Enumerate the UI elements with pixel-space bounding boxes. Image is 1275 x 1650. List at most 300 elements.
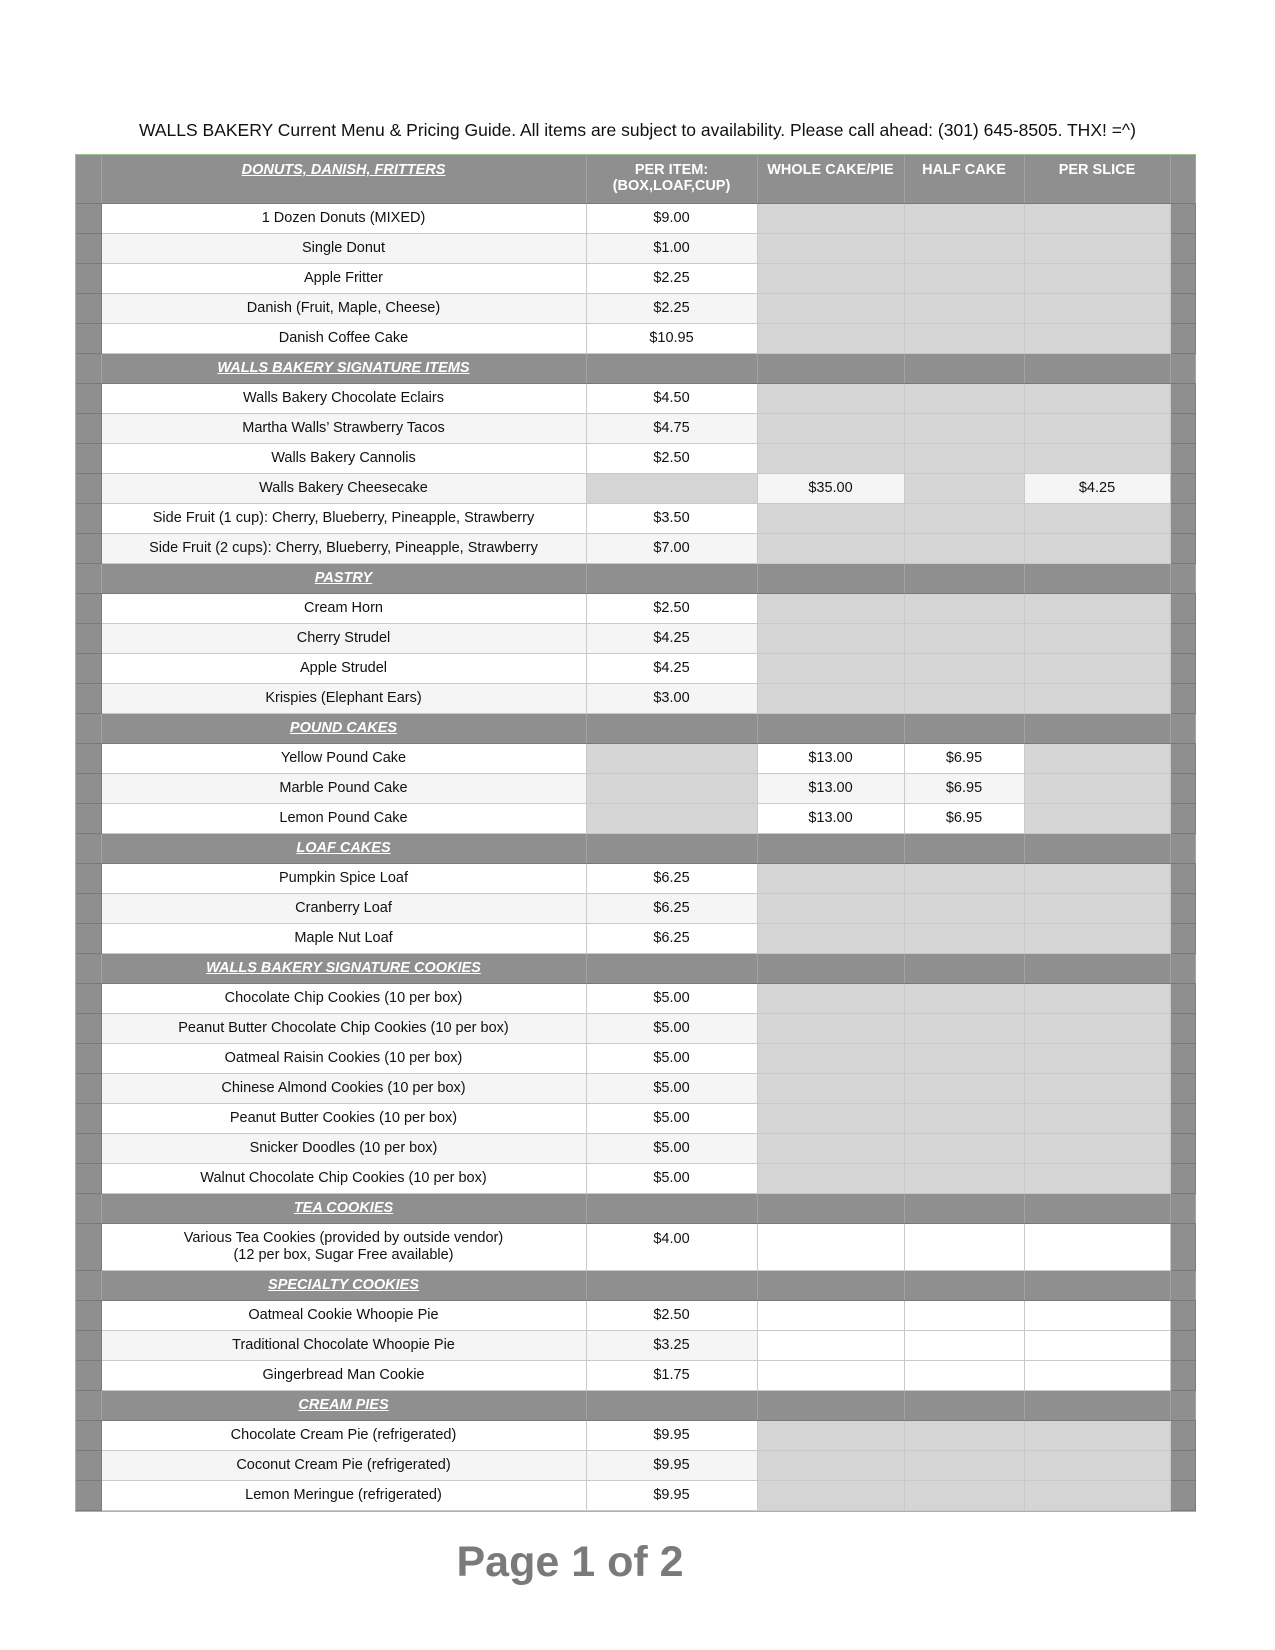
row-gutter bbox=[76, 1223, 101, 1270]
item-name-text: Walnut Chocolate Chip Cookies (10 per box) bbox=[200, 1170, 487, 1186]
item-name-text: Cranberry Loaf bbox=[295, 900, 392, 916]
price-whole bbox=[757, 1103, 904, 1133]
row-gutter bbox=[76, 563, 101, 593]
table-row bbox=[76, 623, 1195, 653]
row-gutter bbox=[1170, 863, 1195, 893]
price-per: $5.00 bbox=[586, 983, 757, 1013]
price-half bbox=[904, 1013, 1024, 1043]
price-per: $9.95 bbox=[586, 1450, 757, 1480]
section-header-row bbox=[76, 833, 1195, 863]
price-whole bbox=[757, 233, 904, 263]
section-cell bbox=[757, 563, 904, 593]
section-title: PASTRY bbox=[101, 563, 586, 593]
section-cell bbox=[904, 833, 1024, 863]
section-cell bbox=[757, 1270, 904, 1300]
price-per: $5.00 bbox=[586, 1103, 757, 1133]
price-whole bbox=[757, 533, 904, 563]
header-per-slice: PER SLICE bbox=[1024, 155, 1170, 203]
row-gutter bbox=[76, 953, 101, 983]
row-gutter bbox=[1170, 1043, 1195, 1073]
item-name bbox=[101, 1420, 586, 1450]
price-half bbox=[904, 1043, 1024, 1073]
row-gutter bbox=[76, 623, 101, 653]
price-slice: $4.25 bbox=[1024, 473, 1170, 503]
row-gutter bbox=[76, 503, 101, 533]
row-gutter bbox=[1170, 983, 1195, 1013]
section-cell bbox=[904, 1270, 1024, 1300]
price-half bbox=[904, 383, 1024, 413]
row-gutter bbox=[1170, 1133, 1195, 1163]
row-gutter bbox=[76, 1330, 101, 1360]
item-name bbox=[101, 413, 586, 443]
price-whole bbox=[757, 1133, 904, 1163]
price-per: $3.50 bbox=[586, 503, 757, 533]
price-whole bbox=[757, 593, 904, 623]
price-half bbox=[904, 1103, 1024, 1133]
price-per: $7.00 bbox=[586, 533, 757, 563]
price-whole bbox=[757, 1013, 904, 1043]
section-header-row bbox=[76, 1270, 1195, 1300]
item-name-text: Walls Bakery Cheesecake bbox=[259, 480, 428, 496]
price-half bbox=[904, 1450, 1024, 1480]
row-gutter bbox=[76, 1420, 101, 1450]
item-name-text: Oatmeal Raisin Cookies (10 per box) bbox=[224, 1050, 463, 1066]
row-gutter bbox=[1170, 1193, 1195, 1223]
row-gutter bbox=[76, 893, 101, 923]
price-whole bbox=[757, 203, 904, 233]
row-gutter bbox=[76, 1450, 101, 1480]
price-slice bbox=[1024, 233, 1170, 263]
row-gutter bbox=[76, 863, 101, 893]
row-gutter bbox=[1170, 953, 1195, 983]
price-whole bbox=[757, 263, 904, 293]
row-gutter bbox=[76, 833, 101, 863]
section-cell bbox=[904, 1390, 1024, 1420]
price-half bbox=[904, 623, 1024, 653]
price-half: $6.95 bbox=[904, 773, 1024, 803]
price-half bbox=[904, 1420, 1024, 1450]
section-title: SPECIALTY COOKIES bbox=[101, 1270, 586, 1300]
price-slice bbox=[1024, 1300, 1170, 1330]
price-half bbox=[904, 533, 1024, 563]
row-gutter bbox=[1170, 1300, 1195, 1330]
header-per-item bbox=[586, 155, 757, 203]
price-slice bbox=[1024, 263, 1170, 293]
price-half bbox=[904, 1300, 1024, 1330]
table-row bbox=[76, 1360, 1195, 1390]
price-per: $4.25 bbox=[586, 653, 757, 683]
price-whole bbox=[757, 893, 904, 923]
row-gutter bbox=[76, 203, 101, 233]
section-title: POUND CAKES bbox=[101, 713, 586, 743]
price-whole bbox=[757, 383, 904, 413]
price-slice bbox=[1024, 293, 1170, 323]
price-half bbox=[904, 203, 1024, 233]
price-per: $3.00 bbox=[586, 683, 757, 713]
table-row bbox=[76, 743, 1195, 773]
row-gutter bbox=[1170, 533, 1195, 563]
table-row bbox=[76, 233, 1195, 263]
price-slice bbox=[1024, 503, 1170, 533]
price-whole: $13.00 bbox=[757, 773, 904, 803]
price-half bbox=[904, 653, 1024, 683]
item-name-text: Side Fruit (1 cup): Cherry, Blueberry, Pineapple, Strawberry bbox=[152, 510, 535, 526]
price-half bbox=[904, 1163, 1024, 1193]
price-per bbox=[586, 743, 757, 773]
row-gutter bbox=[1170, 1390, 1195, 1420]
section-header-row bbox=[76, 1390, 1195, 1420]
section-cell bbox=[586, 353, 757, 383]
item-name-text: Oatmeal Cookie Whoopie Pie bbox=[248, 1307, 439, 1323]
price-whole bbox=[757, 1360, 904, 1390]
item-name-text: Walls Bakery Chocolate Eclairs bbox=[243, 390, 444, 406]
row-gutter bbox=[76, 683, 101, 713]
section-cell bbox=[586, 713, 757, 743]
price-whole bbox=[757, 1223, 904, 1270]
section-cell bbox=[1024, 353, 1170, 383]
table-row bbox=[76, 1330, 1195, 1360]
price-slice bbox=[1024, 893, 1170, 923]
row-gutter bbox=[76, 443, 101, 473]
row-gutter bbox=[1170, 593, 1195, 623]
price-whole bbox=[757, 1330, 904, 1360]
section-cell bbox=[757, 353, 904, 383]
price-per: $6.25 bbox=[586, 923, 757, 953]
price-per: $5.00 bbox=[586, 1133, 757, 1163]
price-per bbox=[586, 773, 757, 803]
price-half bbox=[904, 503, 1024, 533]
item-name-text: Various Tea Cookies (provided by outside vendor) bbox=[183, 1229, 504, 1246]
price-slice bbox=[1024, 1133, 1170, 1163]
row-gutter bbox=[1170, 713, 1195, 743]
row-gutter bbox=[76, 1013, 101, 1043]
price-half bbox=[904, 1480, 1024, 1510]
item-name bbox=[101, 293, 586, 323]
price-per: $10.95 bbox=[586, 323, 757, 353]
row-gutter bbox=[1170, 203, 1195, 233]
row-gutter bbox=[76, 1270, 101, 1300]
row-gutter bbox=[76, 593, 101, 623]
item-name bbox=[101, 1133, 586, 1163]
price-whole bbox=[757, 503, 904, 533]
item-name-text: Chinese Almond Cookies (10 per box) bbox=[221, 1080, 466, 1096]
item-name-text: Cherry Strudel bbox=[296, 630, 391, 646]
price-half bbox=[904, 413, 1024, 443]
price-slice bbox=[1024, 1103, 1170, 1133]
item-name bbox=[101, 653, 586, 683]
section-cell bbox=[757, 833, 904, 863]
section-header-row bbox=[76, 713, 1195, 743]
price-slice bbox=[1024, 653, 1170, 683]
row-gutter bbox=[76, 413, 101, 443]
row-gutter bbox=[76, 983, 101, 1013]
section-cell bbox=[586, 1193, 757, 1223]
table-row bbox=[76, 293, 1195, 323]
row-gutter bbox=[76, 803, 101, 833]
price-whole bbox=[757, 653, 904, 683]
table-row bbox=[76, 653, 1195, 683]
price-slice bbox=[1024, 383, 1170, 413]
item-name-text: Walls Bakery Cannolis bbox=[271, 450, 416, 466]
item-name-text: Yellow Pound Cake bbox=[280, 750, 407, 766]
price-half bbox=[904, 863, 1024, 893]
row-gutter bbox=[1170, 263, 1195, 293]
section-title: LOAF CAKES bbox=[101, 833, 586, 863]
row-gutter bbox=[76, 473, 101, 503]
table-row bbox=[76, 503, 1195, 533]
row-gutter bbox=[76, 1360, 101, 1390]
row-gutter bbox=[76, 743, 101, 773]
item-name-text: Traditional Chocolate Whoopie Pie bbox=[232, 1337, 455, 1353]
page-number: Page 1 of 2 bbox=[456, 1538, 684, 1586]
price-whole bbox=[757, 1073, 904, 1103]
table-row bbox=[76, 1013, 1195, 1043]
item-name bbox=[101, 1163, 586, 1193]
price-whole bbox=[757, 1480, 904, 1510]
row-gutter bbox=[1170, 683, 1195, 713]
table-row bbox=[76, 413, 1195, 443]
section-cell bbox=[586, 563, 757, 593]
item-name bbox=[101, 1043, 586, 1073]
section-title: CREAM PIES bbox=[101, 1390, 586, 1420]
row-gutter bbox=[76, 1300, 101, 1330]
item-name-text: Peanut Butter Chocolate Chip Cookies (10 per box) bbox=[178, 1020, 509, 1036]
table-row bbox=[76, 1223, 1195, 1270]
section-cell bbox=[757, 713, 904, 743]
price-slice bbox=[1024, 1450, 1170, 1480]
price-whole bbox=[757, 323, 904, 353]
row-gutter bbox=[1170, 803, 1195, 833]
section-cell bbox=[904, 713, 1024, 743]
row-gutter bbox=[76, 1193, 101, 1223]
item-name-text: Apple Fritter bbox=[304, 270, 383, 286]
section-cell bbox=[904, 1193, 1024, 1223]
row-gutter bbox=[1170, 293, 1195, 323]
item-name-text: Single Donut bbox=[301, 240, 386, 256]
section-cell bbox=[904, 953, 1024, 983]
table-row bbox=[76, 203, 1195, 233]
section-cell bbox=[1024, 1390, 1170, 1420]
table-row bbox=[76, 533, 1195, 563]
price-whole: $13.00 bbox=[757, 803, 904, 833]
price-slice bbox=[1024, 683, 1170, 713]
price-per: $1.75 bbox=[586, 1360, 757, 1390]
price-slice bbox=[1024, 983, 1170, 1013]
row-gutter bbox=[76, 323, 101, 353]
item-name-text: Martha Walls’ Strawberry Tacos bbox=[242, 420, 445, 436]
item-name-text: Lemon Meringue (refrigerated) bbox=[245, 1487, 442, 1503]
section-cell bbox=[1024, 563, 1170, 593]
item-name-subtext: (12 per box, Sugar Free available) bbox=[233, 1246, 454, 1263]
item-name-text: Gingerbread Man Cookie bbox=[262, 1367, 425, 1383]
item-name bbox=[101, 1013, 586, 1043]
section-title: WALLS BAKERY SIGNATURE ITEMS bbox=[101, 353, 586, 383]
price-slice bbox=[1024, 803, 1170, 833]
price-slice bbox=[1024, 443, 1170, 473]
row-gutter bbox=[1170, 773, 1195, 803]
row-gutter bbox=[76, 923, 101, 953]
row-gutter bbox=[1170, 155, 1195, 203]
table-row bbox=[76, 1480, 1195, 1510]
header-category: DONUTS, DANISH, FRITTERS bbox=[101, 155, 586, 203]
table-row bbox=[76, 443, 1195, 473]
price-whole bbox=[757, 1450, 904, 1480]
price-half bbox=[904, 323, 1024, 353]
price-per bbox=[586, 803, 757, 833]
table-row bbox=[76, 803, 1195, 833]
table-row bbox=[76, 1043, 1195, 1073]
row-gutter bbox=[76, 773, 101, 803]
price-per: $4.50 bbox=[586, 383, 757, 413]
price-slice bbox=[1024, 1420, 1170, 1450]
price-slice bbox=[1024, 413, 1170, 443]
item-name-text: Snicker Doodles (10 per box) bbox=[249, 1140, 438, 1156]
row-gutter bbox=[1170, 1360, 1195, 1390]
row-gutter bbox=[1170, 473, 1195, 503]
price-slice bbox=[1024, 1043, 1170, 1073]
row-gutter bbox=[76, 383, 101, 413]
price-half bbox=[904, 263, 1024, 293]
section-cell bbox=[586, 833, 757, 863]
item-name bbox=[101, 923, 586, 953]
item-name-text: Krispies (Elephant Ears) bbox=[265, 690, 422, 706]
item-name bbox=[101, 683, 586, 713]
item-name bbox=[101, 893, 586, 923]
table-header-row bbox=[76, 155, 1195, 203]
price-per: $2.50 bbox=[586, 593, 757, 623]
price-whole bbox=[757, 623, 904, 653]
price-half bbox=[904, 983, 1024, 1013]
price-slice bbox=[1024, 1480, 1170, 1510]
section-cell bbox=[1024, 713, 1170, 743]
price-per: $2.50 bbox=[586, 1300, 757, 1330]
price-per: $4.25 bbox=[586, 623, 757, 653]
item-name-text: 1 Dozen Donuts (MIXED) bbox=[261, 210, 426, 226]
section-cell bbox=[904, 563, 1024, 593]
table-row bbox=[76, 683, 1195, 713]
price-slice bbox=[1024, 1013, 1170, 1043]
price-slice bbox=[1024, 1330, 1170, 1360]
item-name-text: Chocolate Cream Pie (refrigerated) bbox=[230, 1427, 457, 1443]
price-per: $5.00 bbox=[586, 1073, 757, 1103]
row-gutter bbox=[76, 533, 101, 563]
item-name bbox=[101, 803, 586, 833]
header-per-item-line2: (BOX,LOAF,CUP) bbox=[612, 178, 731, 194]
price-slice bbox=[1024, 203, 1170, 233]
row-gutter bbox=[1170, 353, 1195, 383]
table-row bbox=[76, 923, 1195, 953]
price-whole bbox=[757, 443, 904, 473]
item-name-text: Coconut Cream Pie (refrigerated) bbox=[236, 1457, 451, 1473]
item-name bbox=[101, 983, 586, 1013]
row-gutter bbox=[76, 263, 101, 293]
row-gutter bbox=[1170, 1103, 1195, 1133]
row-gutter bbox=[1170, 893, 1195, 923]
row-gutter bbox=[1170, 443, 1195, 473]
table-row bbox=[76, 1103, 1195, 1133]
price-whole bbox=[757, 923, 904, 953]
price-half bbox=[904, 1073, 1024, 1103]
section-cell bbox=[1024, 1270, 1170, 1300]
item-name-text: Pumpkin Spice Loaf bbox=[279, 870, 408, 886]
table-row bbox=[76, 773, 1195, 803]
price-per: $6.25 bbox=[586, 863, 757, 893]
item-name bbox=[101, 383, 586, 413]
item-name bbox=[101, 1103, 586, 1133]
item-name bbox=[101, 503, 586, 533]
price-slice bbox=[1024, 623, 1170, 653]
table-row bbox=[76, 593, 1195, 623]
row-gutter bbox=[76, 1073, 101, 1103]
row-gutter bbox=[76, 713, 101, 743]
price-whole bbox=[757, 983, 904, 1013]
table-row bbox=[76, 1450, 1195, 1480]
item-name bbox=[101, 743, 586, 773]
price-per: $4.00 bbox=[586, 1223, 757, 1270]
price-per bbox=[586, 473, 757, 503]
row-gutter bbox=[1170, 323, 1195, 353]
price-per: $2.25 bbox=[586, 293, 757, 323]
table-row bbox=[76, 383, 1195, 413]
table-row bbox=[76, 893, 1195, 923]
item-name-text: Danish Coffee Cake bbox=[278, 330, 409, 346]
price-half bbox=[904, 1330, 1024, 1360]
price-whole bbox=[757, 1163, 904, 1193]
row-gutter bbox=[76, 1390, 101, 1420]
price-per: $1.00 bbox=[586, 233, 757, 263]
section-cell bbox=[757, 1193, 904, 1223]
table-row bbox=[76, 263, 1195, 293]
item-name-text: Marble Pound Cake bbox=[279, 780, 408, 796]
row-gutter bbox=[1170, 1270, 1195, 1300]
price-per: $9.00 bbox=[586, 203, 757, 233]
row-gutter bbox=[1170, 413, 1195, 443]
item-name bbox=[101, 1480, 586, 1510]
item-name bbox=[101, 443, 586, 473]
row-gutter bbox=[76, 1480, 101, 1510]
item-name bbox=[101, 203, 586, 233]
row-gutter bbox=[1170, 653, 1195, 683]
section-title: TEA COOKIES bbox=[101, 1193, 586, 1223]
section-title: WALLS BAKERY SIGNATURE COOKIES bbox=[101, 953, 586, 983]
price-whole bbox=[757, 1043, 904, 1073]
price-slice bbox=[1024, 773, 1170, 803]
row-gutter bbox=[1170, 383, 1195, 413]
item-name-text: Peanut Butter Cookies (10 per box) bbox=[229, 1110, 458, 1126]
table-row bbox=[76, 1163, 1195, 1193]
row-gutter bbox=[76, 155, 101, 203]
item-name bbox=[101, 623, 586, 653]
table-row bbox=[76, 323, 1195, 353]
table-row bbox=[76, 983, 1195, 1013]
item-name-text: Danish (Fruit, Maple, Cheese) bbox=[246, 300, 441, 316]
price-whole bbox=[757, 683, 904, 713]
section-cell bbox=[1024, 1193, 1170, 1223]
price-per: $9.95 bbox=[586, 1480, 757, 1510]
price-half bbox=[904, 893, 1024, 923]
price-whole: $35.00 bbox=[757, 473, 904, 503]
table-row bbox=[76, 1133, 1195, 1163]
price-slice bbox=[1024, 863, 1170, 893]
price-half bbox=[904, 1360, 1024, 1390]
row-gutter bbox=[1170, 503, 1195, 533]
price-half bbox=[904, 443, 1024, 473]
item-name-text: Chocolate Chip Cookies (10 per box) bbox=[224, 990, 463, 1006]
item-name-text: Apple Strudel bbox=[299, 660, 388, 676]
item-name bbox=[101, 773, 586, 803]
price-slice bbox=[1024, 743, 1170, 773]
price-per: $4.75 bbox=[586, 413, 757, 443]
